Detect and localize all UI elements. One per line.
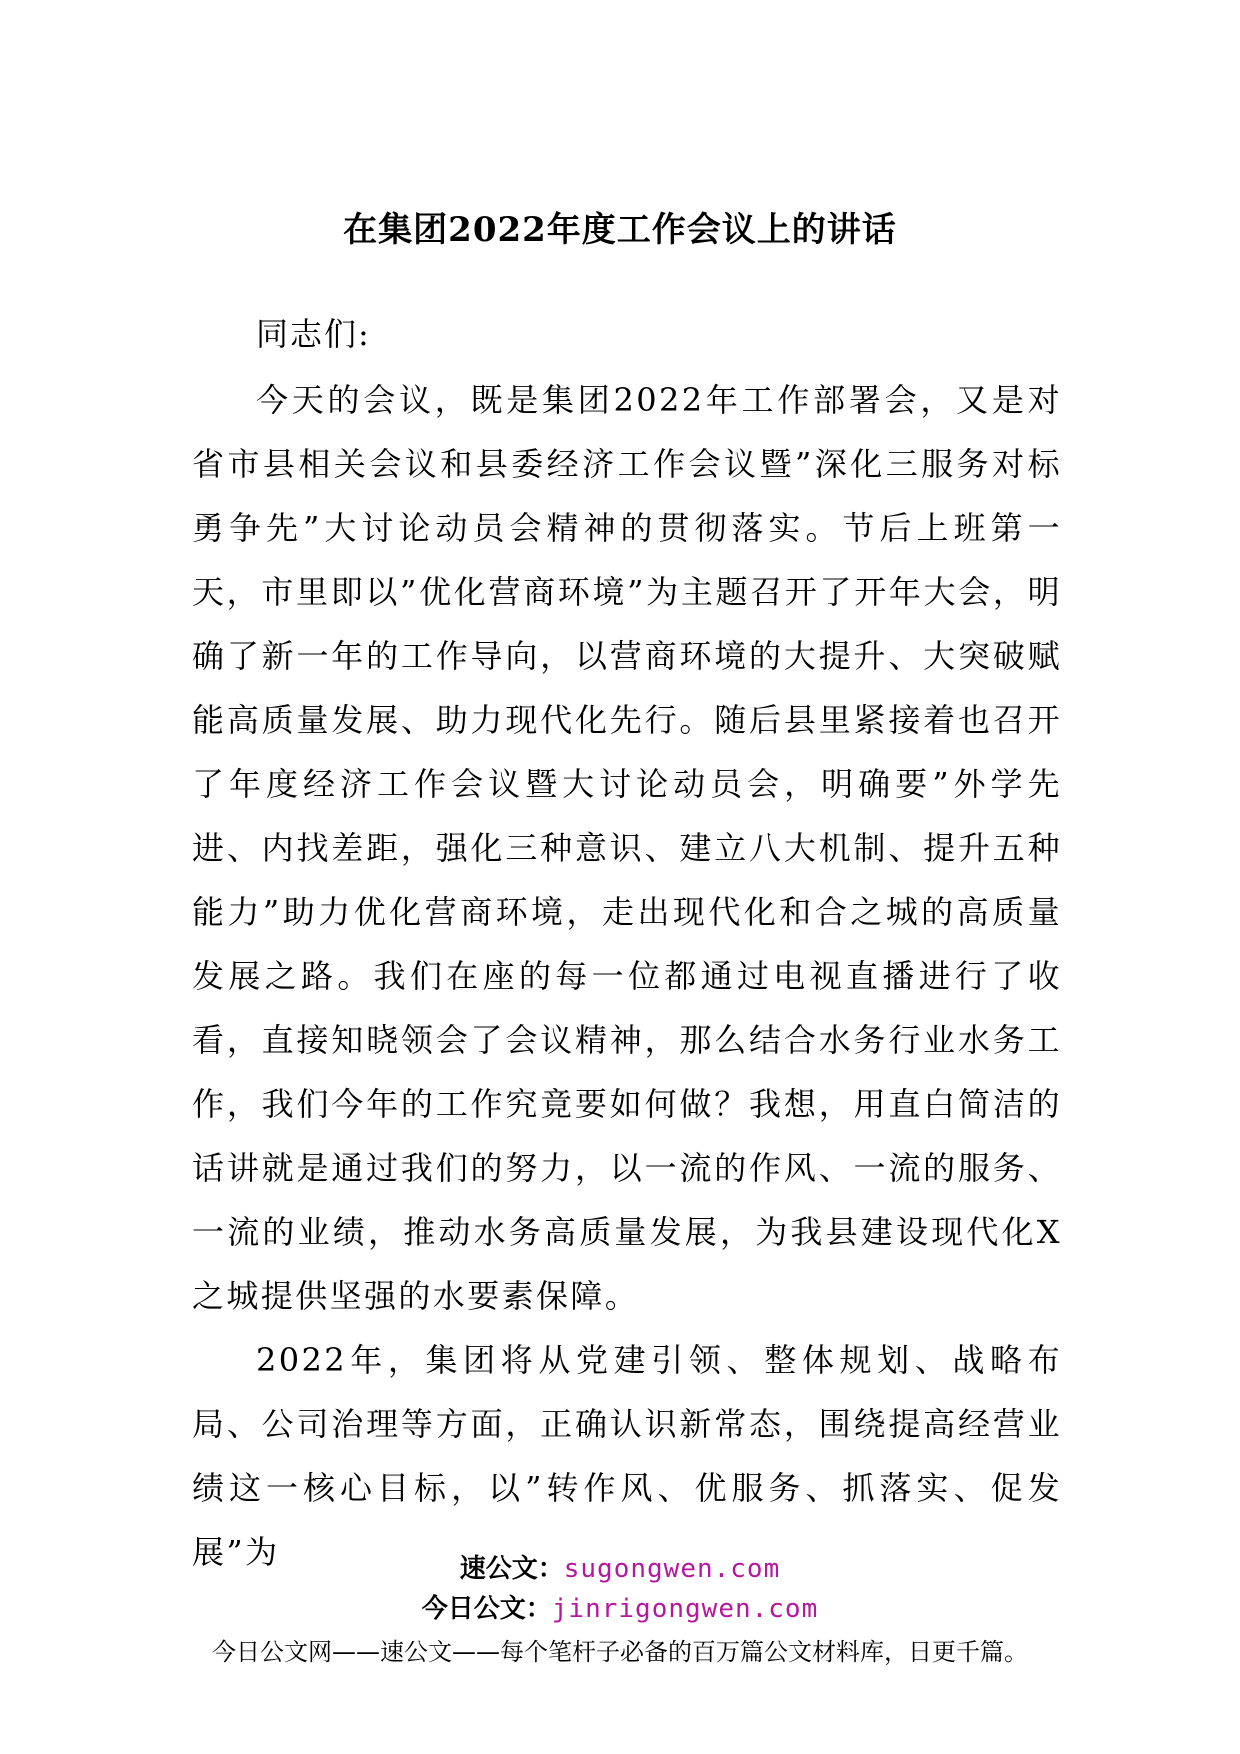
footer-site-link[interactable]: jinrigongwen.com xyxy=(551,1594,819,1624)
footer-jinrigongwen xyxy=(0,1588,1240,1625)
paragraph: 今天的会议，既是集团2022年工作部署会，又是对省市县相关会议和县委经济工作会议暨”深化三服务对标勇争先”大讨论动员会精神的贯彻落实。节后上班第一天，市里即以”优化营商环境”为主题召开了开年大会，明确了新一年的工作导向，以营商环境的大提升、大突破赋能高质量发展、助力现代化先行。随后县里紧接着也召开了年度经济工作会议暨大讨论动员会，明确要”外学先进、内找差距，强化三种意识、建立八大机制、提升五种能力”助力优化营商环境，走出现代化和合之城的高质量发展之路。我们在座的每一位都通过电视直播进行了收看，直接知晓领会了会议精神，那么结合水务行业水务工作，我们今年的工作究竟要如何做？我想，用直白简洁的话讲就是通过我们的努力，以一流的作风、一流的服务、一流的业绩，推动水务高质量发展，为我县建设现代化X之城提供坚强的水要素保障。 xyxy=(192,381,1062,1315)
footer-tagline: 今日公文网——速公文——每个笔杆子必备的百万篇公文材料库，日更千篇。 xyxy=(212,1638,1028,1666)
footer-site-link[interactable]: sugongwen.com xyxy=(563,1554,781,1584)
footer-sugongwen xyxy=(0,1548,1240,1585)
salutation: 同志们: xyxy=(256,315,371,353)
footer-site-label: 今日公文： xyxy=(421,1594,552,1624)
paragraph: 2022年，集团将从党建引领、整体规划、战略布局、公司治理等方面，正确认识新常态，围绕提高经营业绩这一核心目标，以”转作风、优服务、抓落实、促发展”为 xyxy=(192,1341,1062,1571)
footer-site-label: 速公文： xyxy=(459,1554,564,1584)
document-body xyxy=(192,302,1062,1584)
page-title: 在集团2022年度工作会议上的讲话 xyxy=(343,210,897,250)
